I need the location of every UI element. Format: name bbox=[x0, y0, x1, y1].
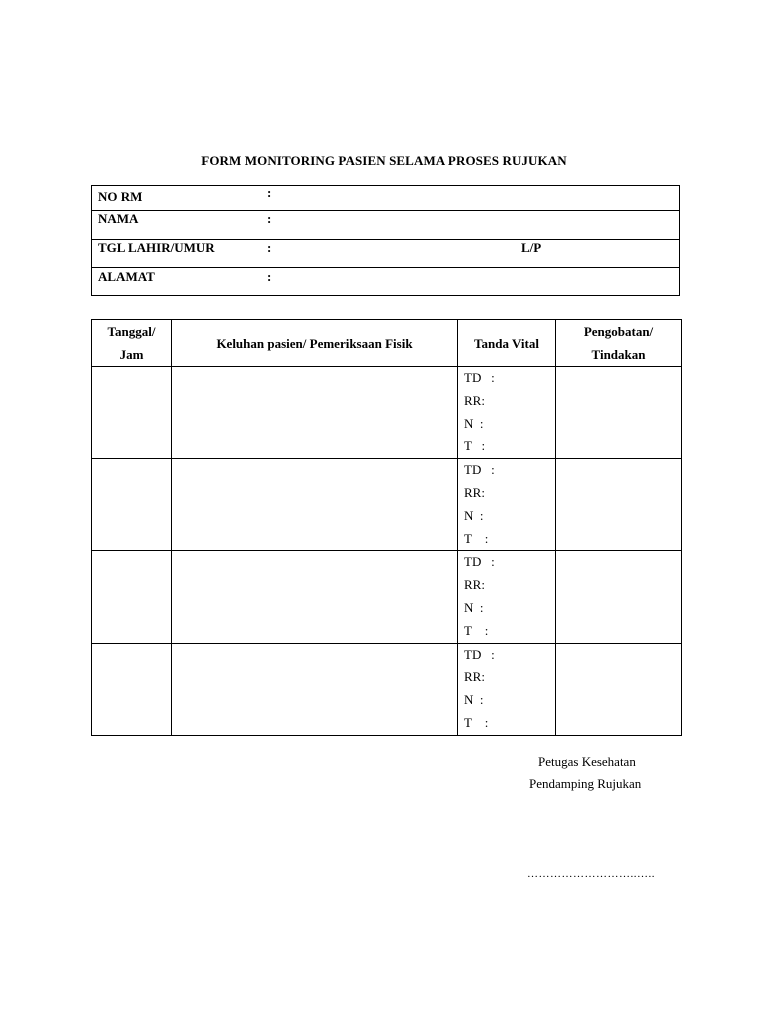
form-title: FORM MONITORING PASIEN SELAMA PROSES RUJUKAN bbox=[201, 153, 567, 168]
table-header-row bbox=[92, 320, 682, 367]
table-row bbox=[92, 643, 682, 735]
vital-t: T : bbox=[464, 438, 486, 454]
monitoring-table bbox=[91, 319, 682, 736]
label-tgl-lahir: TGL LAHIR/UMUR bbox=[98, 240, 215, 255]
colon-nama: : bbox=[267, 211, 272, 226]
row-tgl-lahir bbox=[92, 240, 679, 268]
cell-pengobatan bbox=[556, 367, 682, 459]
vital-td: TD : bbox=[464, 646, 495, 662]
cell-keluhan bbox=[172, 643, 458, 735]
cell-tanggal bbox=[92, 459, 172, 551]
header-tanda-vital: Tanda Vital bbox=[458, 320, 556, 367]
label-nama: NAMA bbox=[98, 211, 139, 226]
signature-dotted-line: ………………………..….. bbox=[527, 868, 655, 880]
row-nama bbox=[92, 211, 679, 240]
cell-pengobatan bbox=[556, 459, 682, 551]
vital-t: T : bbox=[464, 622, 489, 638]
vital-t: T : bbox=[464, 714, 489, 730]
vital-n: N : bbox=[464, 599, 484, 615]
cell-pengobatan bbox=[556, 643, 682, 735]
vital-rr: RR: bbox=[464, 392, 485, 408]
cell-tanggal bbox=[92, 643, 172, 735]
vital-td: TD : bbox=[464, 462, 495, 478]
cell-keluhan bbox=[172, 367, 458, 459]
header-tanggal-jam: Tanggal/ Jam bbox=[92, 320, 172, 367]
cell-pengobatan bbox=[556, 551, 682, 643]
row-no-rm bbox=[92, 186, 679, 211]
vital-t: T : bbox=[464, 530, 489, 546]
row-alamat bbox=[92, 268, 679, 297]
cell-tanggal bbox=[92, 551, 172, 643]
colon-alamat: : bbox=[267, 269, 272, 284]
table-row bbox=[92, 459, 682, 551]
vital-rr: RR: bbox=[464, 484, 485, 500]
signature-title-line2: Pendamping Rujukan bbox=[529, 776, 642, 791]
vital-td: TD : bbox=[464, 554, 495, 570]
vital-rr: RR: bbox=[464, 577, 485, 593]
cell-tanda-vital bbox=[458, 367, 556, 459]
cell-tanda-vital bbox=[458, 643, 556, 735]
signature-title-line1: Petugas Kesehatan bbox=[538, 754, 636, 769]
cell-keluhan bbox=[172, 551, 458, 643]
header-keluhan: Keluhan pasien/ Pemeriksaan Fisik bbox=[172, 320, 458, 367]
patient-identity-box bbox=[91, 185, 680, 296]
cell-tanda-vital bbox=[458, 459, 556, 551]
cell-keluhan bbox=[172, 459, 458, 551]
vital-rr: RR: bbox=[464, 669, 485, 685]
cell-tanggal bbox=[92, 367, 172, 459]
label-lp: L/P bbox=[521, 240, 542, 255]
colon-no-rm: : bbox=[267, 185, 272, 200]
cell-tanda-vital bbox=[458, 551, 556, 643]
vital-td: TD : bbox=[464, 370, 495, 385]
table-row bbox=[92, 367, 682, 459]
vital-n: N : bbox=[464, 507, 484, 523]
colon-tgl-lahir: : bbox=[267, 240, 272, 255]
vital-n: N : bbox=[464, 692, 484, 708]
vital-n: N : bbox=[464, 415, 484, 431]
table-row bbox=[92, 551, 682, 643]
header-pengobatan: Pengobatan/ Tindakan bbox=[556, 320, 682, 367]
label-alamat: ALAMAT bbox=[98, 269, 155, 284]
label-no-rm: NO RM bbox=[98, 189, 143, 204]
